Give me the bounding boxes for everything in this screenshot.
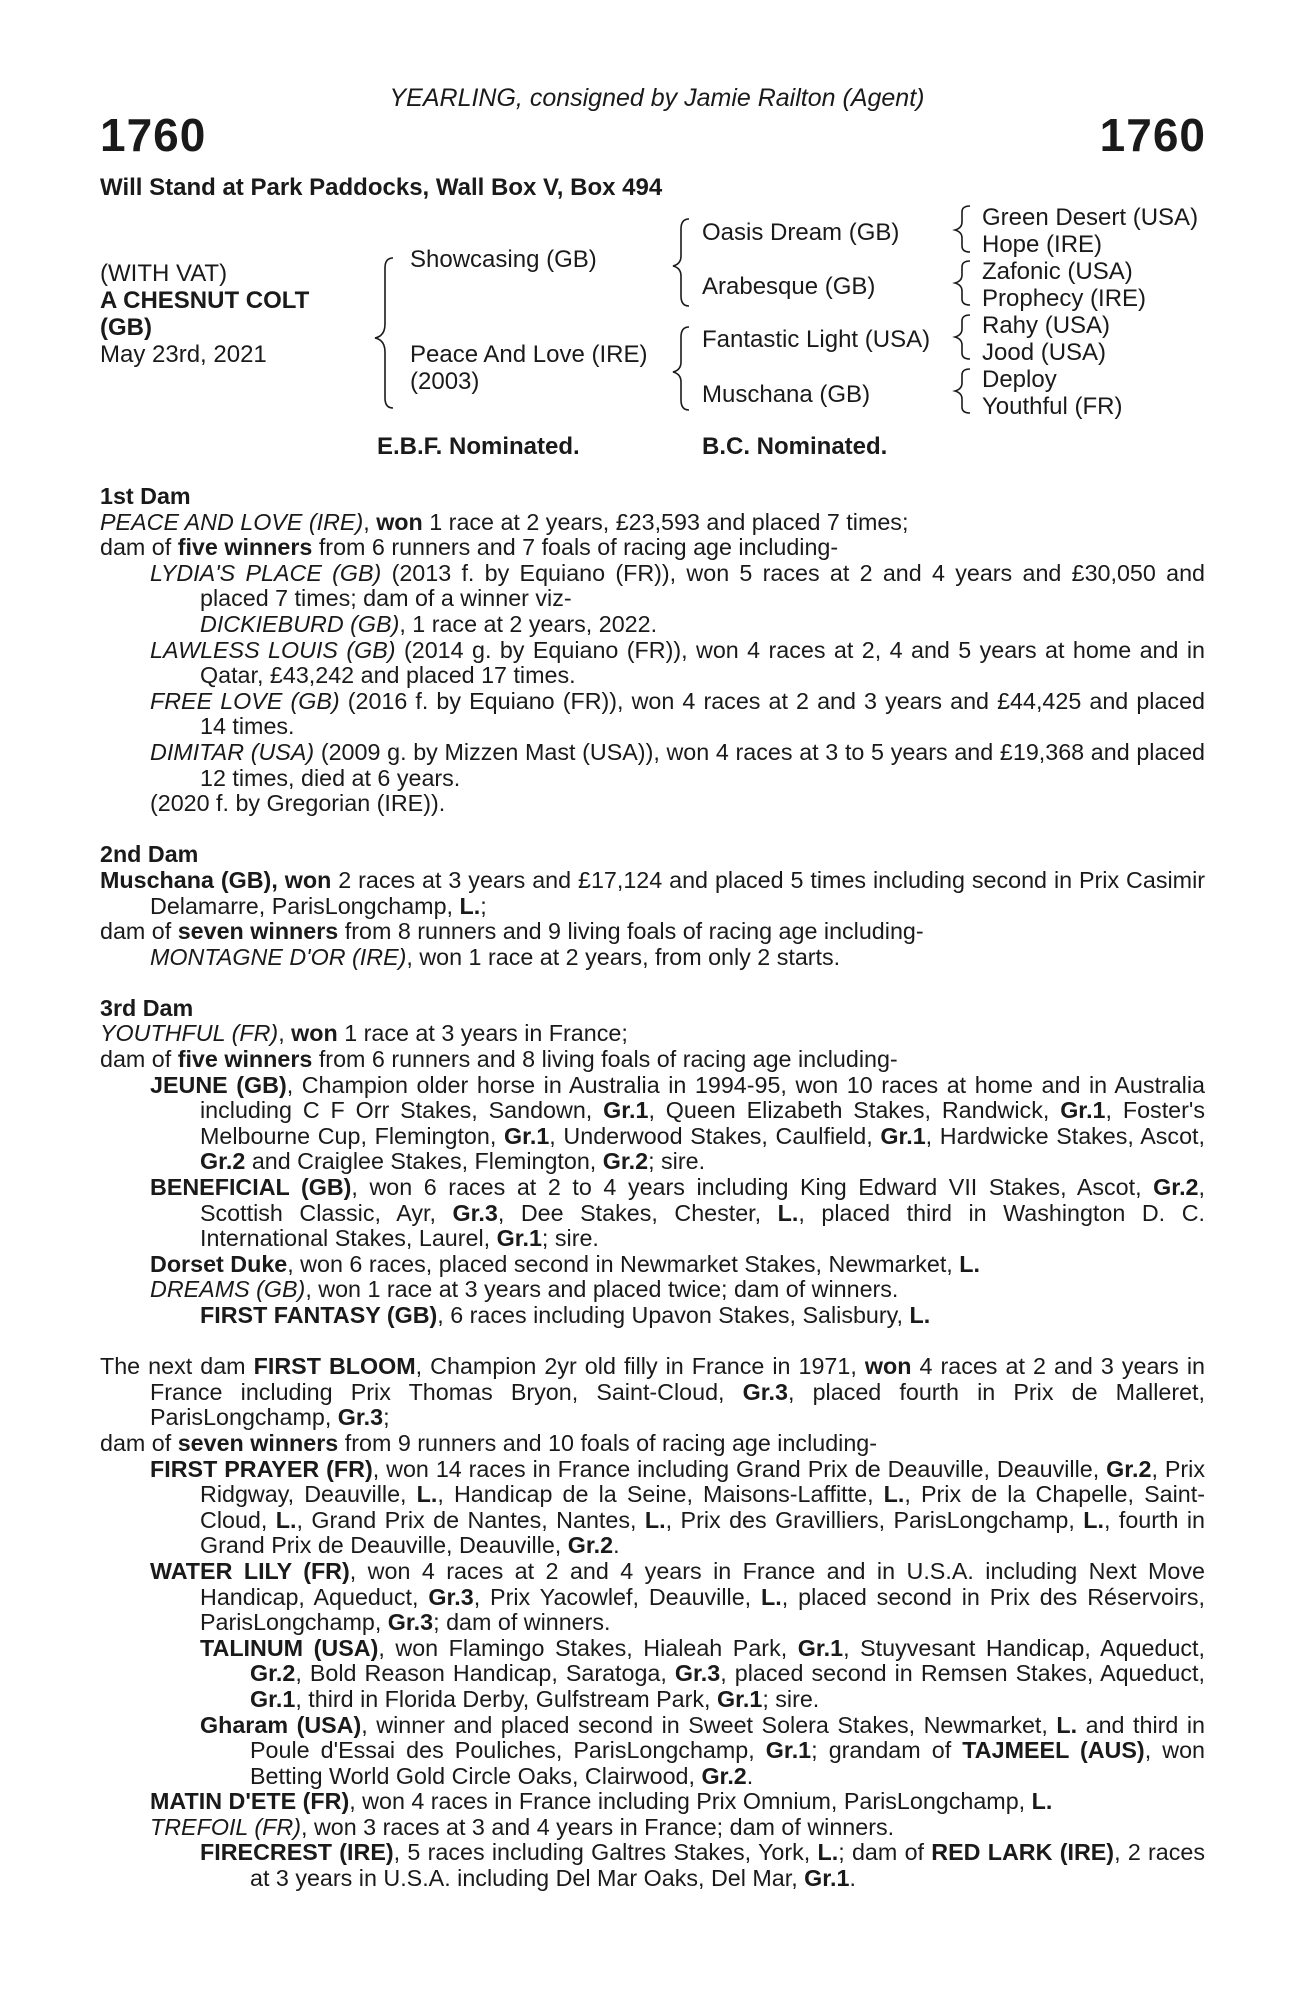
dam-sire-name: Fantastic Light (USA) (702, 326, 931, 353)
lot-number-left: 1760 (100, 109, 207, 161)
first-dam-heading: 1st Dam (100, 483, 191, 509)
ebf-nomination: E.B.F. Nominated. (377, 433, 580, 460)
produce-entry: LAWLESS LOUIS (GB) (2014 g. by Equiano (FR)), won 4 races at 2, 4 and 5 years at home and in Qatar, £43,242 and placed 17 times. (150, 636, 1206, 689)
great-grandparent-1: Green Desert (USA) (982, 204, 1199, 231)
produce-entry: LYDIA'S PLACE (GB) (2013 f. by Equiano (FR)), won 5 races at 2 and 4 years and £30,050 and placed 7 times; dam of a winner viz- (150, 559, 1205, 612)
great-grandparent-6: Jood (USA) (982, 339, 1107, 366)
dam-year: (2003) (410, 368, 480, 395)
third-dam-produce: dam of five winners from 6 runners and 8 living foals of racing age including- (100, 1046, 898, 1073)
great-grandparent-7: Deploy (982, 366, 1057, 393)
produce-entry: WATER LILY (FR), won 4 races at 2 and 4 years in France and in U.S.A. including Next Move Handicap, Aqueduct, Gr.3, Prix Yacowlef, Deauville, L., placed second in Prix des Réservoirs, ParisLongchamp, Gr.3; dam of winners. (150, 1557, 1206, 1636)
produce-entry: DREAMS (GB), won 1 race at 3 years and placed twice; dam of winners. (150, 1276, 899, 1303)
third-dam-record: YOUTHFUL (FR), won 1 race at 3 years in France; (100, 1020, 628, 1047)
catalogue-body (100, 484, 1205, 1892)
produce-entry: JEUNE (GB), Champion older horse in Australia in 1994-95, won 10 races at home and in Australia including C F Orr Stakes, Sandown, Gr.1, Queen Elizabeth Stakes, Randwick, Gr.1, Foster's Melbourne Cup, Flemington, Gr.1, Underwood Stakes, Caulfield, Gr.1, Hardwicke Stakes, Ascot, Gr.2 and Craiglee Stakes, Flemington, Gr.2; sire. (150, 1071, 1205, 1175)
dam-name: Peace And Love (IRE) (410, 341, 648, 368)
foaling-date: May 23rd, 2021 (100, 341, 267, 368)
produce-entry: (2020 f. by Gregorian (IRE)). (150, 790, 446, 817)
produce-entry: DICKIEBURD (GB), 1 race at 2 years, 2022. (200, 610, 658, 637)
horse-origin: (GB) (100, 314, 152, 341)
produce-entry: TREFOIL (FR), won 3 races at 3 and 4 years in France; dam of winners. (150, 1813, 895, 1840)
consignment-line: YEARLING, consigned by Jamie Railton (Agent) (389, 84, 925, 112)
produce-entry: FREE LOVE (GB) (2016 f. by Equiano (FR)), won 4 races at 2 and 3 years and £44,425 and placed 14 times. (150, 687, 1205, 740)
produce-entry: DIMITAR (USA) (2009 g. by Mizzen Mast (USA)), won 4 races at 3 to 5 years and £19,368 and placed 12 times, died at 6 years. (150, 738, 1206, 791)
produce-entry: Dorset Duke, won 6 races, placed second in Newmarket Stakes, Newmarket, L. (150, 1250, 980, 1277)
second-dam-record: Muschana (GB), won 2 races at 3 years and £17,124 and placed 5 times including second in Prix Casimir Delamarre, ParisLongchamp, L.; (100, 866, 1206, 919)
great-grandparent-8: Youthful (FR) (982, 393, 1123, 420)
great-grandparent-5: Rahy (USA) (982, 312, 1111, 339)
dam-dam-name: Muschana (GB) (702, 381, 871, 408)
produce-entry: BENEFICIAL (GB), won 6 races at 2 to 4 years including King Edward VII Stakes, Ascot, Gr.2, Scottish Classic, Ayr, Gr.3, Dee Stakes, Chester, L., placed third in Washington D. C. International Stakes, Laurel, Gr.1; sire. (150, 1174, 1205, 1252)
next-dam-record: The next dam FIRST BLOOM, Champion 2yr old filly in France in 1971, won 4 races at 2 and 3 years in France including Prix Thomas Bryon, Saint-Cloud, Gr.3, placed fourth in Prix de Malleret, ParisLongchamp, Gr.3; (100, 1353, 1205, 1431)
produce-entry: FIRST PRAYER (FR), won 14 races in France including Grand Prix de Deauville, Deauville, Gr.2, Prix Ridgway, Deauville, L., Handicap de la Seine, Maisons-Laffitte, L., Prix de la Chapelle, Saint-Cloud, L., Grand Prix de Nantes, Nantes, L., Prix des Gravilliers, ParisLongchamp, L., fourth in Grand Prix de Deauville, Deauville, Gr.2. (150, 1455, 1206, 1559)
produce-entry: MONTAGNE D'OR (IRE), won 1 race at 2 years, from only 2 starts. (150, 943, 841, 970)
third-dam-heading: 3rd Dam (100, 994, 194, 1021)
first-dam-produce: dam of five winners from 6 runners and 7 foals of racing age including- (100, 534, 839, 561)
produce-entry: FIRST FANTASY (GB), 6 races including Upavon Stakes, Salisbury, L. (200, 1302, 931, 1328)
lot-number-right: 1760 (1099, 109, 1206, 161)
sire-name: Showcasing (GB) (410, 246, 597, 273)
great-grandparent-2: Hope (IRE) (982, 231, 1103, 258)
first-dam-record: PEACE AND LOVE (IRE), won 1 race at 2 years, £23,593 and placed 7 times; (100, 508, 909, 535)
stand-location: Will Stand at Park Paddocks, Wall Box V, Box 494 (100, 174, 663, 201)
next-dam-produce: dam of seven winners from 9 runners and 10 foals of racing age including- (100, 1429, 878, 1456)
produce-entry: FIRECREST (IRE), 5 races including Galtres Stakes, York, L.; dam of RED LARK (IRE), 2 races at 3 years in U.S.A. including Del Mar Oaks, Del Mar, Gr.1. (200, 1839, 1206, 1892)
bc-nomination: B.C. Nominated. (702, 433, 888, 460)
sire-sire-name: Oasis Dream (GB) (702, 219, 900, 246)
second-dam-produce: dam of seven winners from 8 runners and 9 living foals of racing age including- (100, 918, 924, 945)
great-grandparent-4: Prophecy (IRE) (982, 285, 1147, 312)
great-grandparent-3: Zafonic (USA) (982, 258, 1133, 285)
produce-entry: MATIN D'ETE (FR), won 4 races in France including Prix Omnium, ParisLongchamp, L. (150, 1788, 1053, 1815)
produce-entry: Gharam (USA), winner and placed second in Sweet Solera Stakes, Newmarket, L. and third in Poule d'Essai des Pouliches, ParisLongchamp, Gr.1; grandam of TAJMEEL (AUS), won Betting World Gold Circle Oaks, Clairwood, Gr.2. (200, 1711, 1205, 1789)
second-dam-heading: 2nd Dam (100, 841, 199, 868)
vat-note: (WITH VAT) (100, 260, 228, 287)
produce-entry: TALINUM (USA), won Flamingo Stakes, Hialeah Park, Gr.1, Stuyvesant Handicap, Aqueduct, Gr.2, Bold Reason Handicap, Saratoga, Gr.3, placed second in Remsen Stakes, Aqueduct, Gr.1, third in Florida Derby, Gulfstream Park, Gr.1; sire. (200, 1634, 1206, 1712)
sire-dam-name: Arabesque (GB) (702, 273, 876, 300)
horse-description: A CHESNUT COLT (100, 287, 310, 314)
